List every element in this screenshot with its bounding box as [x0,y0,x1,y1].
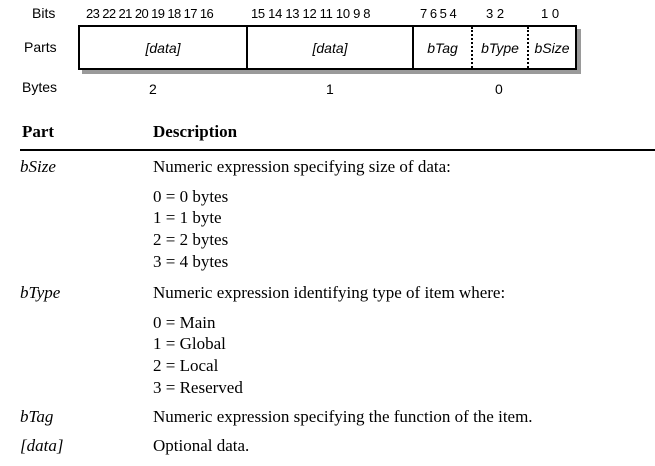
bits-label: Bits [32,5,56,21]
bit-numbers-type: 3 2 [486,6,505,21]
header-description: Description [153,122,238,141]
value-item: 0 = Main [153,313,216,332]
byte-number-2: 2 [149,81,157,97]
parts-label: Parts [24,39,57,55]
part-name: bTag [20,407,54,426]
part-description: Numeric expression specifying size of data: [153,157,451,176]
field-data-byte2: [data] [80,27,248,68]
parts-box [78,25,577,70]
field-data-byte1: [data] [248,27,414,68]
value-item: 0 = 0 bytes [153,187,229,206]
bit-numbers-size: 1 0 [541,6,560,21]
bit-numbers-byte2: 23 22 21 20 19 18 17 16 [86,6,214,21]
field-bsize: bSize [529,27,577,68]
value-item: 3 = Reserved [153,378,243,397]
value-item: 2 = Local [153,356,219,375]
field-btag: bTag [414,27,473,68]
value-item: 1 = 1 byte [153,208,222,227]
part-name: bType [20,283,61,302]
field-btype: bType [473,27,529,68]
header-rule [20,149,655,151]
value-item: 2 = 2 bytes [153,230,229,249]
bit-numbers-tag: 7 6 5 4 [420,6,457,21]
byte-number-1: 1 [326,81,334,97]
part-description: Numeric expression specifying the function of the item. [153,407,533,426]
bytes-label: Bytes [22,79,58,95]
bit-numbers-byte1: 15 14 13 12 11 10 9 8 [251,6,371,21]
byte-number-0: 0 [495,81,503,97]
part-name: [data] [20,436,64,455]
value-item: 1 = Global [153,334,226,353]
part-name: bSize [20,157,56,176]
value-item: 3 = 4 bytes [153,252,229,271]
part-description: Optional data. [153,436,250,455]
part-description: Numeric expression identifying type of item where: [153,283,506,302]
header-part: Part [22,122,55,141]
